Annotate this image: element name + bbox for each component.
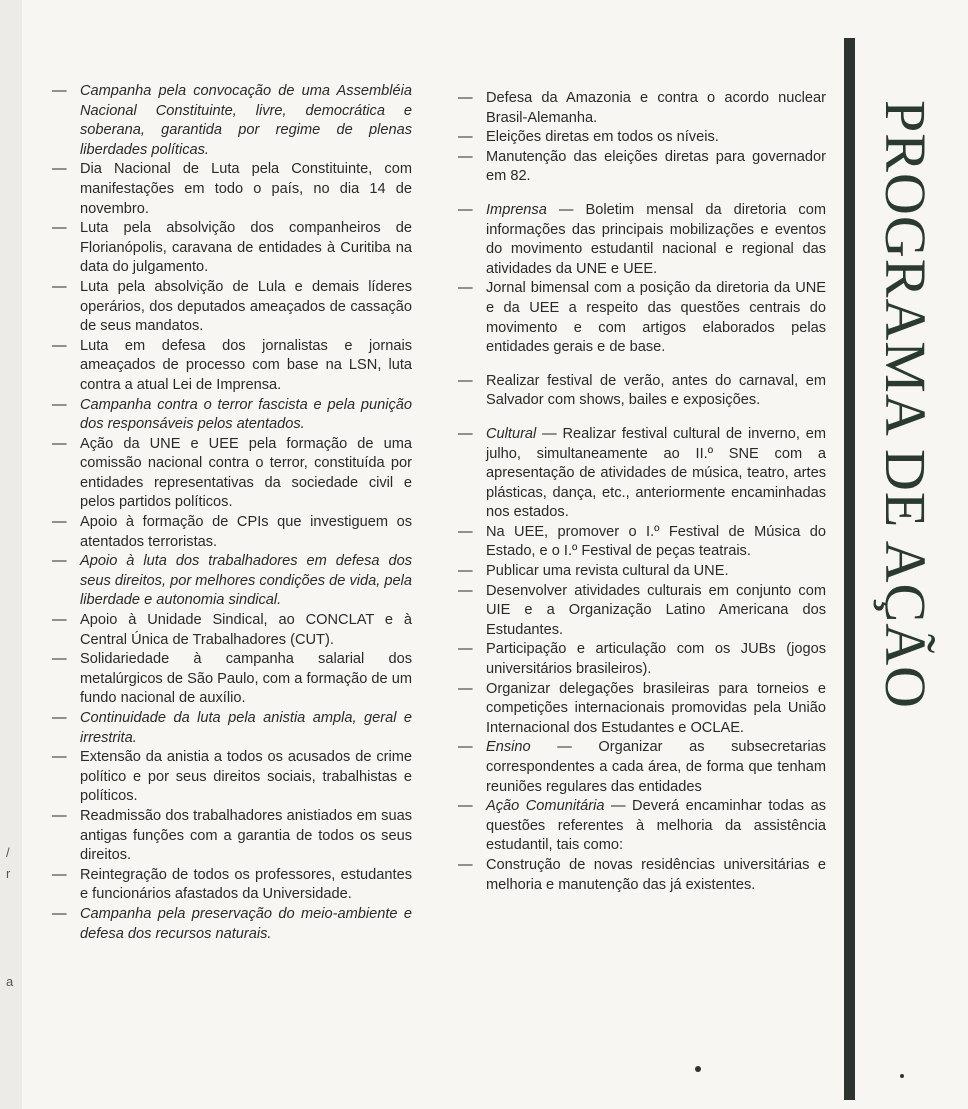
section-label: Cultural <box>486 425 537 442</box>
item-text: — Deverá encaminhar todas as questões referentes à melhoria da assistência estudantil, tais como: <box>486 798 826 854</box>
program-item <box>458 128 826 148</box>
item-text: — Organizar as subsecretarias correspondentes a cada área, de forma que tenham reuniões regulares das entidades <box>486 739 826 795</box>
program-item <box>52 278 412 337</box>
item-dash: — <box>458 739 473 756</box>
item-dash: — <box>458 90 473 106</box>
program-item <box>52 748 412 807</box>
program-item <box>52 513 412 552</box>
program-item <box>458 582 826 641</box>
program-item <box>458 680 826 739</box>
item-dash: — <box>52 807 67 824</box>
section-gap <box>458 358 826 372</box>
program-item <box>52 709 412 748</box>
program-item <box>458 372 826 411</box>
program-item <box>52 905 412 944</box>
program-item <box>52 82 412 160</box>
item-text: Extensão da anistia a todos os acusados de crime político e por seus direitos sociais, trabalhistas e políticos. <box>80 749 412 805</box>
program-item <box>458 797 826 856</box>
item-dash: — <box>52 612 67 629</box>
right-column <box>458 89 826 895</box>
item-dash: — <box>458 641 473 658</box>
program-item <box>458 425 826 523</box>
gutter-mark: r <box>6 866 11 881</box>
item-text: Apoio à formação de CPIs que investiguem os atentados terroristas. <box>80 514 412 550</box>
program-item <box>52 650 412 709</box>
section-gap <box>458 187 826 201</box>
item-dash: — <box>52 161 67 178</box>
program-item <box>52 396 412 435</box>
program-item <box>458 523 826 562</box>
item-text: Na UEE, promover o I.º Festival de Música do Estado, e o I.º Festival de peças teatrais. <box>486 523 826 560</box>
item-dash: — <box>52 866 67 883</box>
item-text: Reintegração de todos os professores, estudantes e funcionários afastados da Universidade. <box>80 866 412 903</box>
program-item <box>52 160 412 219</box>
program-item <box>52 866 412 905</box>
item-text: Defesa da Amazonia e contra o acordo nuclear Brasil-Alemanha. <box>486 90 826 126</box>
program-item <box>52 807 412 866</box>
item-text: Participação e articulação com os JUBs (jogos universitários brasileiros). <box>486 641 826 678</box>
item-dash: — <box>52 220 67 237</box>
item-text: Apoio à Unidade Sindical, ao CONCLAT e à Central Única de Trabalhadores (CUT). <box>80 612 412 648</box>
item-text: Realizar festival de verão, antes do carnaval, em Salvador com shows, bailes e exposições. <box>486 372 826 409</box>
item-dash: — <box>52 435 67 452</box>
program-item <box>52 219 412 278</box>
item-dash: — <box>458 372 473 389</box>
section-gap <box>458 411 826 425</box>
program-item <box>52 611 412 650</box>
item-text: — Boletim mensal da diretoria com informações das principais mobilizações e eventos do movimento estudantil nacional e regional das atividades da UNE e UEE. <box>486 201 826 277</box>
item-text: Readmissão dos trabalhadores anistiados em suas antigas funções com a garantia de todos os seus direitos. <box>80 807 412 864</box>
item-dash: — <box>458 523 473 540</box>
item-text: Construção de novas residências universitárias e melhoria e manutenção das já existentes. <box>486 856 826 893</box>
item-dash: — <box>458 582 473 599</box>
vertical-rule <box>844 38 855 1100</box>
item-text: Ação da UNE e UEE pela formação de uma comissão nacional contra o terror, constituída por entidades representativas da sociedade civil e pelos partidos políticos. <box>80 435 412 511</box>
item-dash: — <box>458 856 473 873</box>
item-text: Campanha pela preservação do meio-ambiente e defesa dos recursos naturais. <box>80 905 412 942</box>
item-dash: — <box>52 83 67 99</box>
item-text: Desenvolver atividades culturais em conjunto com UIE e a Organização Latino Americana dos Estudantes. <box>486 582 826 638</box>
item-dash: — <box>458 680 473 697</box>
program-item <box>458 856 826 895</box>
item-text: Manutenção das eleições diretas para governador em 82. <box>486 148 826 185</box>
left-column <box>52 82 412 944</box>
program-item <box>458 738 826 797</box>
item-text: Eleições diretas em todos os níveis. <box>486 129 719 146</box>
item-dash: — <box>52 710 67 726</box>
section-label: Ensino <box>486 739 531 756</box>
gutter-mark: a <box>6 974 14 989</box>
page-title: PROGRAMA DE AÇÃO <box>873 100 938 709</box>
program-item <box>458 201 826 279</box>
program-item <box>458 640 826 679</box>
item-text: Organizar delegações brasileiras para torneios e competições internacionais promovidas pela União Internacional dos Estudantes e OCLAE. <box>486 680 826 736</box>
item-text: Publicar uma revista cultural da UNE. <box>486 563 729 580</box>
item-dash: — <box>458 425 473 442</box>
item-dash: — <box>52 905 67 922</box>
item-text: Solidariedade à campanha salarial dos metalúrgicos de São Paulo, com a formação de um fundo nacional de auxílio. <box>80 651 412 707</box>
program-item <box>52 337 412 396</box>
program-item <box>52 552 412 611</box>
item-dash: — <box>52 651 67 668</box>
item-text: Luta em defesa dos jornalistas e jornais ameaçados de processo com base na LSN, luta contra a atual Lei de Imprensa. <box>80 337 412 393</box>
program-item <box>458 148 826 187</box>
item-dash: — <box>458 798 473 815</box>
item-dash: — <box>52 278 67 295</box>
item-text: Luta pela absolvição dos companheiros de Florianópolis, caravana de entidades à Curitiba na data do julgamento. <box>80 220 412 276</box>
program-item <box>458 562 826 582</box>
item-dash: — <box>52 514 67 531</box>
item-text: Campanha contra o terror fascista e pela punição dos responsáveis pelos atentados. <box>80 396 412 433</box>
item-dash: — <box>458 148 473 165</box>
item-text: — Realizar festival cultural de inverno, em julho, simultaneamente ao II.º SNE com a apresentação de atividades de música, teatro, artes plásticas, dança, etc., anteriormente encaminhadas nos estados. <box>486 425 826 521</box>
section-label: Imprensa <box>486 201 547 218</box>
page-gutter <box>0 0 23 1109</box>
ink-dot <box>900 1074 904 1078</box>
item-text: Apoio à luta dos trabalhadores em defesa dos seus direitos, por melhores condições de vida, pela liberdade e autonomia sindical. <box>80 553 412 609</box>
item-dash: — <box>52 396 67 413</box>
item-dash: — <box>458 563 473 580</box>
item-dash: — <box>458 201 473 218</box>
gutter-mark: / <box>6 845 10 860</box>
item-dash: — <box>52 553 67 570</box>
item-dash: — <box>52 337 67 354</box>
item-text: Campanha pela convocação de uma Assembléia Nacional Constituinte, livre, democrática e soberana, garantida por regime de plenas liberdades políticas. <box>80 83 412 158</box>
program-item <box>458 279 826 357</box>
item-text: Dia Nacional de Luta pela Constituinte, com manifestações em todo o país, no dia 14 de novembro. <box>80 161 412 217</box>
ink-dot <box>695 1066 701 1072</box>
program-item <box>458 89 826 128</box>
item-dash: — <box>458 129 473 146</box>
item-text: Continuidade da luta pela anistia ampla, geral e irrestrita. <box>80 710 412 746</box>
item-text: Jornal bimensal com a posição da diretoria da UNE e da UEE a respeito das questões centrais do movimento e com artigos elaborados pelas entidades gerais e de base. <box>486 280 826 356</box>
item-dash: — <box>52 749 67 766</box>
program-item <box>52 435 412 513</box>
section-label: Ação Comunitária <box>486 798 605 815</box>
item-text: Luta pela absolvição de Lula e demais líderes operários, dos deputados ameaçados de cassação de seus mandatos. <box>80 278 412 335</box>
item-dash: — <box>458 280 473 297</box>
